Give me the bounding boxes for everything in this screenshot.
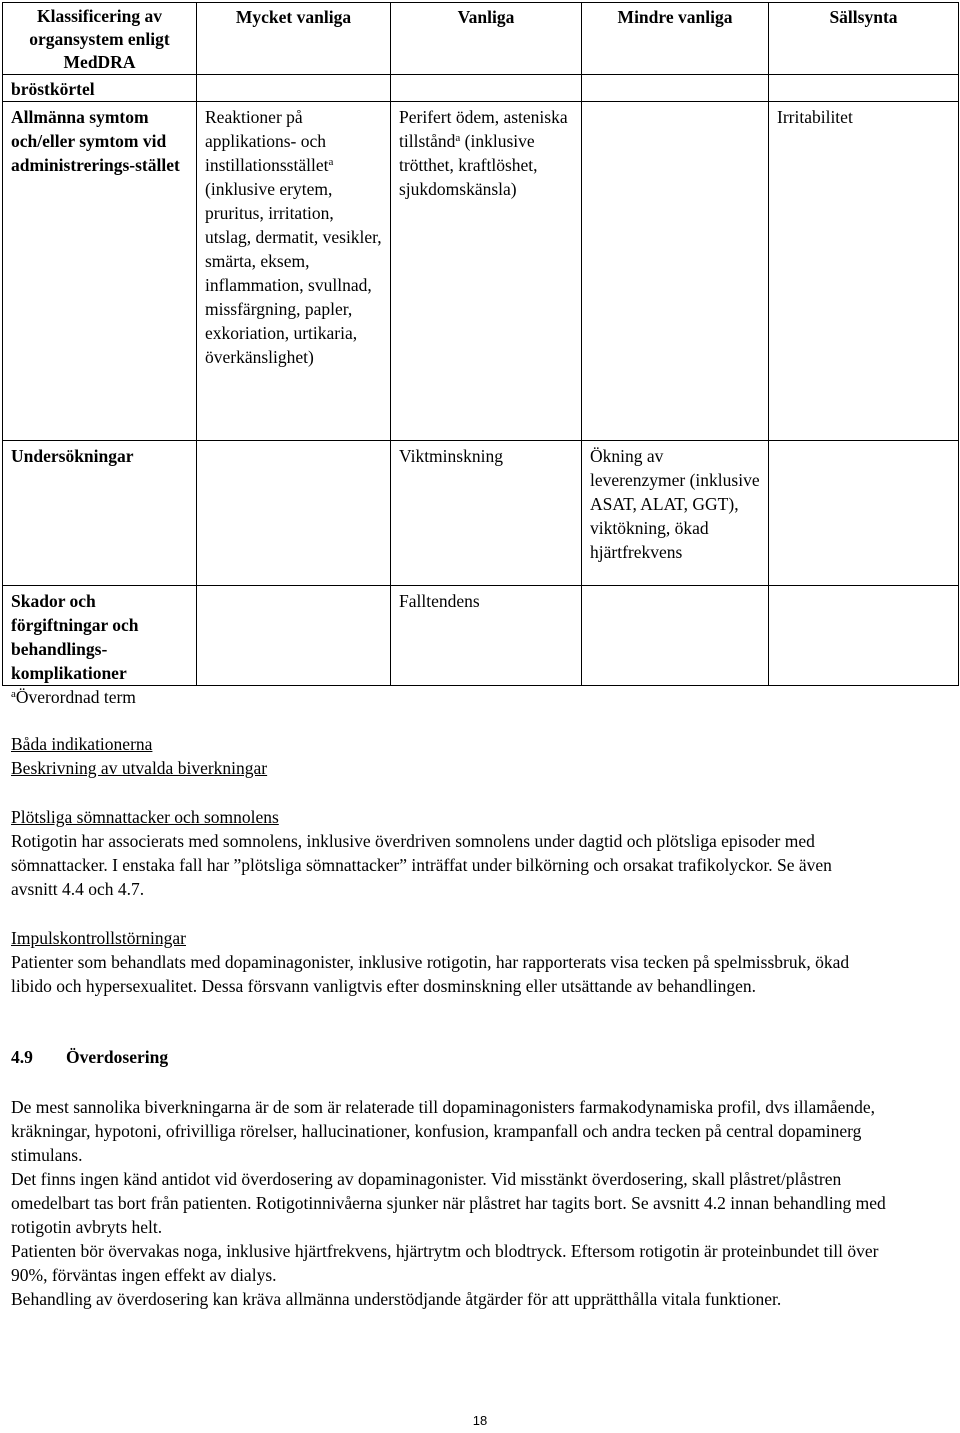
header-organ-class: Klassificering av organsystem enligt MedDRA — [3, 3, 197, 75]
uncommon-cell — [582, 102, 769, 441]
adverse-reactions-table — [2, 2, 959, 686]
organ-class-cell: Undersökningar — [3, 441, 197, 586]
header-common: Vanliga — [391, 3, 582, 75]
header-rare: Sällsynta — [769, 3, 959, 75]
sleep-attacks-text: Rotigotin har associerats med somnolens, inklusive överdriven somnolens under dagtid och plötsliga episoder med sömnattacker. I enstaka fall har ”plötsliga sömnattacker” inträffat under bilkörning och orsakat trafikolyckor. Se även avsnitt 4.4 och 4.7. — [11, 831, 832, 899]
impulse-control-section — [11, 926, 871, 998]
section-title: Överdosering — [66, 1047, 169, 1067]
organ-class-cell: bröstkörtel — [3, 75, 197, 102]
overdose-paragraph: Det finns ingen känd antidot vid överdosering av dopaminagonister. Vid misstänkt överdosering, skall plåstret/plåstren omedelbart tas bort från patienten. Rotigotinnivåerna sjunker när plåstret har tagits bort. Se avsnitt 4.2 innan behandling med rotigotin avbryts helt. — [11, 1169, 886, 1237]
section-heading-4-9 — [11, 1045, 911, 1069]
overdose-paragraph: De mest sannolika biverkningarna är de som är relaterade till dopaminagonisters farmakodynamiska profil, dvs illamående, kräkningar, hypotoni, ofrivilliga rörelser, hallucinationer, konfusion, krampanfall och andra tecken på central dopaminerg stimulans. — [11, 1097, 876, 1165]
common-cell: Viktminskning — [391, 441, 582, 586]
table-row — [3, 441, 959, 586]
reaction-text: (inklusive erytem, pruritus, irritation, utslag, dermatit, vesikler, smärta, eksem, inflammation, svullnad, missfärgning, papler, exkoriation, urtikaria, överkänslighet) — [205, 179, 382, 367]
organ-class-cell: Allmänna symtom och/eller symtom vid administrerings-stället — [3, 102, 197, 441]
table-header-row — [3, 3, 959, 75]
organ-class-cell: Skador och förgiftningar och behandlings-komplikationer — [3, 586, 197, 686]
footnote-marker: a — [328, 156, 334, 168]
uncommon-cell — [582, 586, 769, 686]
overdose-section — [11, 1095, 891, 1311]
sleep-attacks-section — [11, 805, 871, 901]
overdose-paragraph: Patienten bör övervakas noga, inklusive hjärtfrekvens, hjärtrytm och blodtryck. Eftersom rotigotin är proteinbundet till över 90%, förväntas ingen effekt av dialys. — [11, 1241, 879, 1285]
table-row — [3, 75, 959, 102]
footnote-marker: a — [455, 132, 461, 144]
rare-cell: Irritabilitet — [769, 102, 959, 441]
rare-cell — [769, 586, 959, 686]
selected-reactions-heading: Beskrivning av utvalda biverkningar — [11, 758, 268, 778]
very-common-cell — [197, 441, 391, 586]
footnote-marker: a — [11, 688, 16, 700]
very-common-cell — [197, 586, 391, 686]
table-row — [3, 102, 959, 441]
selected-reactions-section — [11, 732, 911, 780]
common-cell: Falltendens — [391, 586, 582, 686]
sleep-attacks-heading: Plötsliga sömnattacker och somnolens — [11, 807, 279, 827]
table-row — [3, 586, 959, 686]
footnote-text: Överordnad term — [15, 687, 136, 707]
header-uncommon: Mindre vanliga — [582, 3, 769, 75]
overdose-paragraph: Behandling av överdosering kan kräva allmänna understödjande åtgärder för att upprätthålla vitala funktioner. — [11, 1289, 782, 1309]
reaction-text: Reaktioner på applikations- och instillationsstället — [205, 107, 329, 175]
table-footnote — [11, 685, 911, 709]
very-common-cell — [197, 102, 391, 441]
uncommon-cell: Ökning av leverenzymer (inklusive ASAT, ALAT, GGT), viktökning, ökad hjärtfrekvens — [582, 441, 769, 586]
impulse-control-heading: Impulskontrollstörningar — [11, 928, 186, 948]
reaction-text: Perifert ödem, asteniska tillstånd — [399, 107, 568, 151]
header-very-common: Mycket vanliga — [197, 3, 391, 75]
impulse-control-text: Patienter som behandlats med dopaminagonister, inklusive rotigotin, har rapporterats visa tecken på spelmissbruk, ökad libido och hypersexualitet. Dessa försvann vanligtvis efter dosminskning eller utsättande av behandlingen. — [11, 952, 850, 996]
reaction-text: (inklusive trötthet, kraftlöshet, sjukdomskänsla) — [399, 131, 538, 199]
rare-cell — [769, 441, 959, 586]
section-number: 4.9 — [11, 1047, 33, 1067]
both-indications-heading: Båda indikationerna — [11, 734, 153, 754]
page-number: 18 — [472, 1413, 488, 1428]
common-cell — [391, 102, 582, 441]
